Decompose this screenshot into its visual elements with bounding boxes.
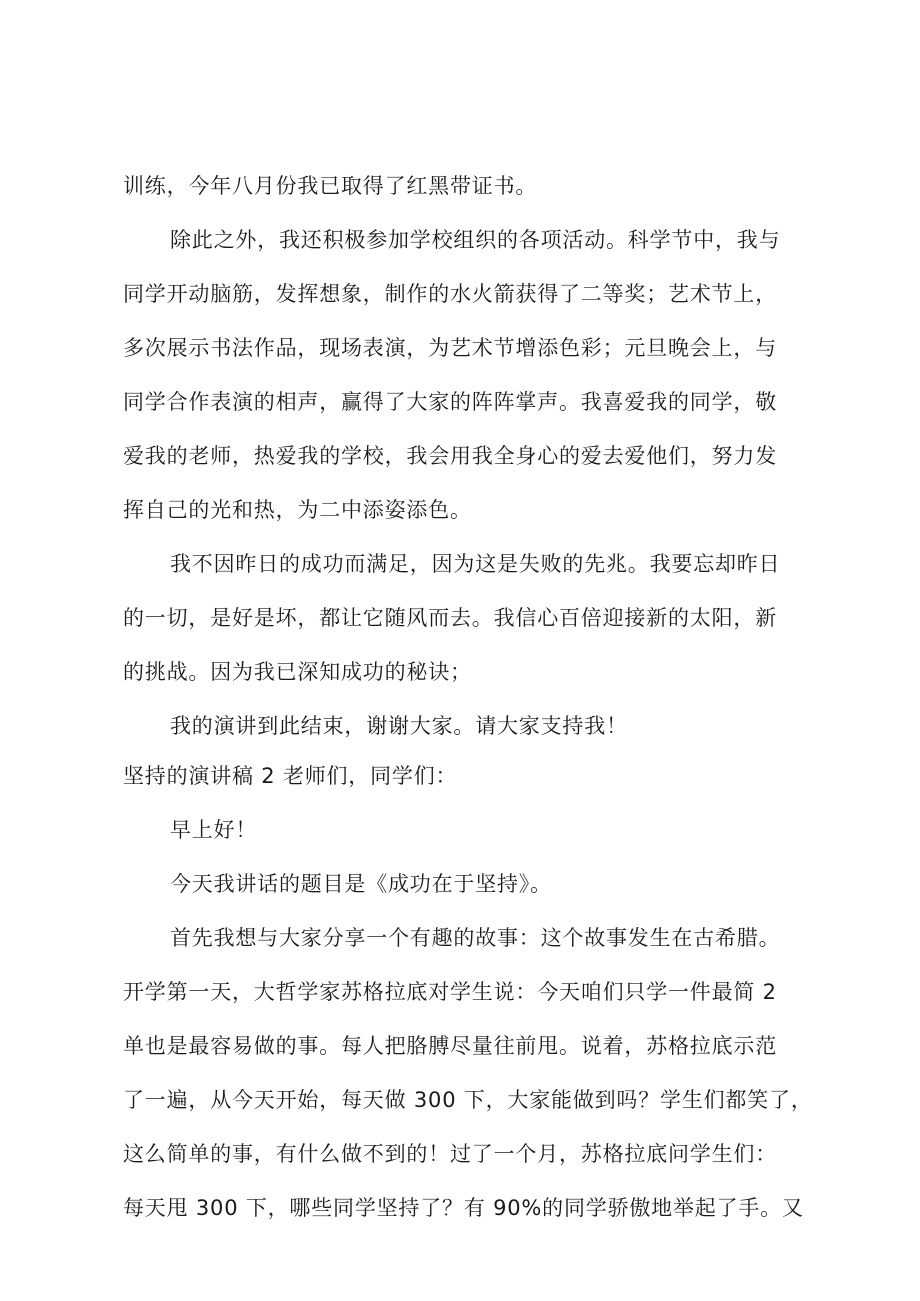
text-line: 了一遍，从今天开始，每天做 300 下，大家能做到吗？学生们都笑了，	[123, 1088, 813, 1112]
paragraph-start: 今天我讲话的题目是《成功在于坚持》。	[170, 872, 552, 896]
text-line: 这么简单的事，有什么做不到的！过了一个月，苏格拉底问学生们：	[123, 1142, 777, 1166]
paragraph-start: 我不因昨日的成功而满足，因为这是失败的先兆。我要忘却昨日	[170, 552, 781, 576]
text-line: 每天甩 300 下，哪些同学坚持了？有 90%的同学骄傲地举起了手。又	[123, 1196, 804, 1220]
paragraph-start: 除此之外，我还积极参加学校组织的各项活动。科学节中，我与	[170, 228, 781, 252]
text-line: 开学第一天，大哲学家苏格拉底对学生说：今天咱们只学一件最简 2	[123, 980, 777, 1004]
paragraph-start: 首先我想与大家分享一个有趣的故事：这个故事发生在古希腊。	[170, 926, 781, 950]
text-line: 的一切，是好是坏，都让它随风而去。我信心百倍迎接新的太阳，新	[123, 606, 777, 630]
text-line: 挥自己的光和热，为二中添姿添色。	[123, 498, 472, 522]
text-line: 爱我的老师，热爱我的学校，我会用我全身心的爱去爱他们，努力发	[123, 444, 777, 468]
text-line: 训练，今年八月份我已取得了红黑带证书。	[123, 174, 538, 198]
section-heading: 坚持的演讲稿 2 老师们，同学们：	[123, 764, 458, 788]
text-line: 同学开动脑筋，发挥想象，制作的水火箭获得了二等奖；艺术节上，	[123, 282, 777, 306]
text-line: 单也是最容易做的事。每人把胳膊尽量往前甩。说着，苏格拉底示范	[123, 1034, 777, 1058]
text-line: 同学合作表演的相声，赢得了大家的阵阵掌声。我喜爱我的同学，敬	[123, 390, 777, 414]
text-line: 的挑战。因为我已深知成功的秘诀；	[123, 660, 472, 684]
paragraph-start: 我的演讲到此结束，谢谢大家。请大家支持我！	[170, 714, 628, 738]
greeting: 早上好！	[170, 818, 258, 842]
text-line: 多次展示书法作品，现场表演，为艺术节增添色彩；元旦晚会上，与	[123, 336, 777, 360]
